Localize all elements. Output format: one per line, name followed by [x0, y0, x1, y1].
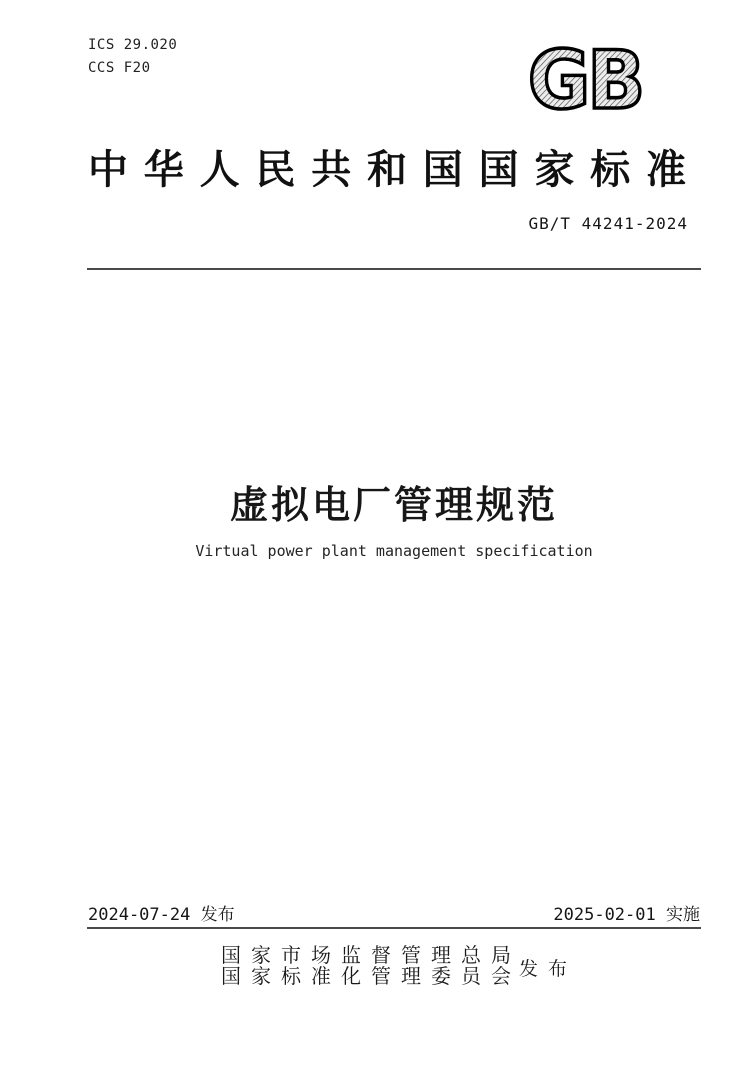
- issue-date-item: [88, 900, 235, 925]
- publish-action-label: 发布: [518, 958, 577, 980]
- gb-logo-text: GB: [527, 44, 643, 120]
- document-title-chinese: 虚拟电厂管理规范: [229, 485, 558, 527]
- publisher-block: [88, 946, 700, 988]
- header-divider: [87, 268, 701, 270]
- document-title-english: Virtual power plant management specification: [195, 542, 593, 560]
- issue-date: 2024-07-24: [88, 905, 191, 925]
- publisher-line-1: 国家市场监督管理总局: [220, 945, 511, 967]
- publisher-names: [221, 946, 511, 988]
- publisher-line-2: 国家标准化管理委员会: [220, 966, 511, 988]
- gb-logo-icon: [518, 44, 653, 120]
- implement-date-label: 实施: [666, 905, 700, 924]
- dates-row: [88, 900, 700, 925]
- classification-codes: [88, 34, 177, 80]
- ics-code: ICS 29.020: [88, 37, 178, 53]
- implement-date-item: [553, 900, 700, 925]
- footer-divider: [87, 927, 701, 929]
- ccs-code: CCS F20: [88, 60, 151, 76]
- national-standard-heading: 中华人民共和国国家标准: [88, 147, 686, 192]
- implement-date: 2025-02-01: [553, 905, 656, 925]
- title-block: [88, 474, 700, 560]
- issue-date-label: 发布: [200, 905, 235, 924]
- standard-number: GB/T 44241-2024: [528, 214, 688, 233]
